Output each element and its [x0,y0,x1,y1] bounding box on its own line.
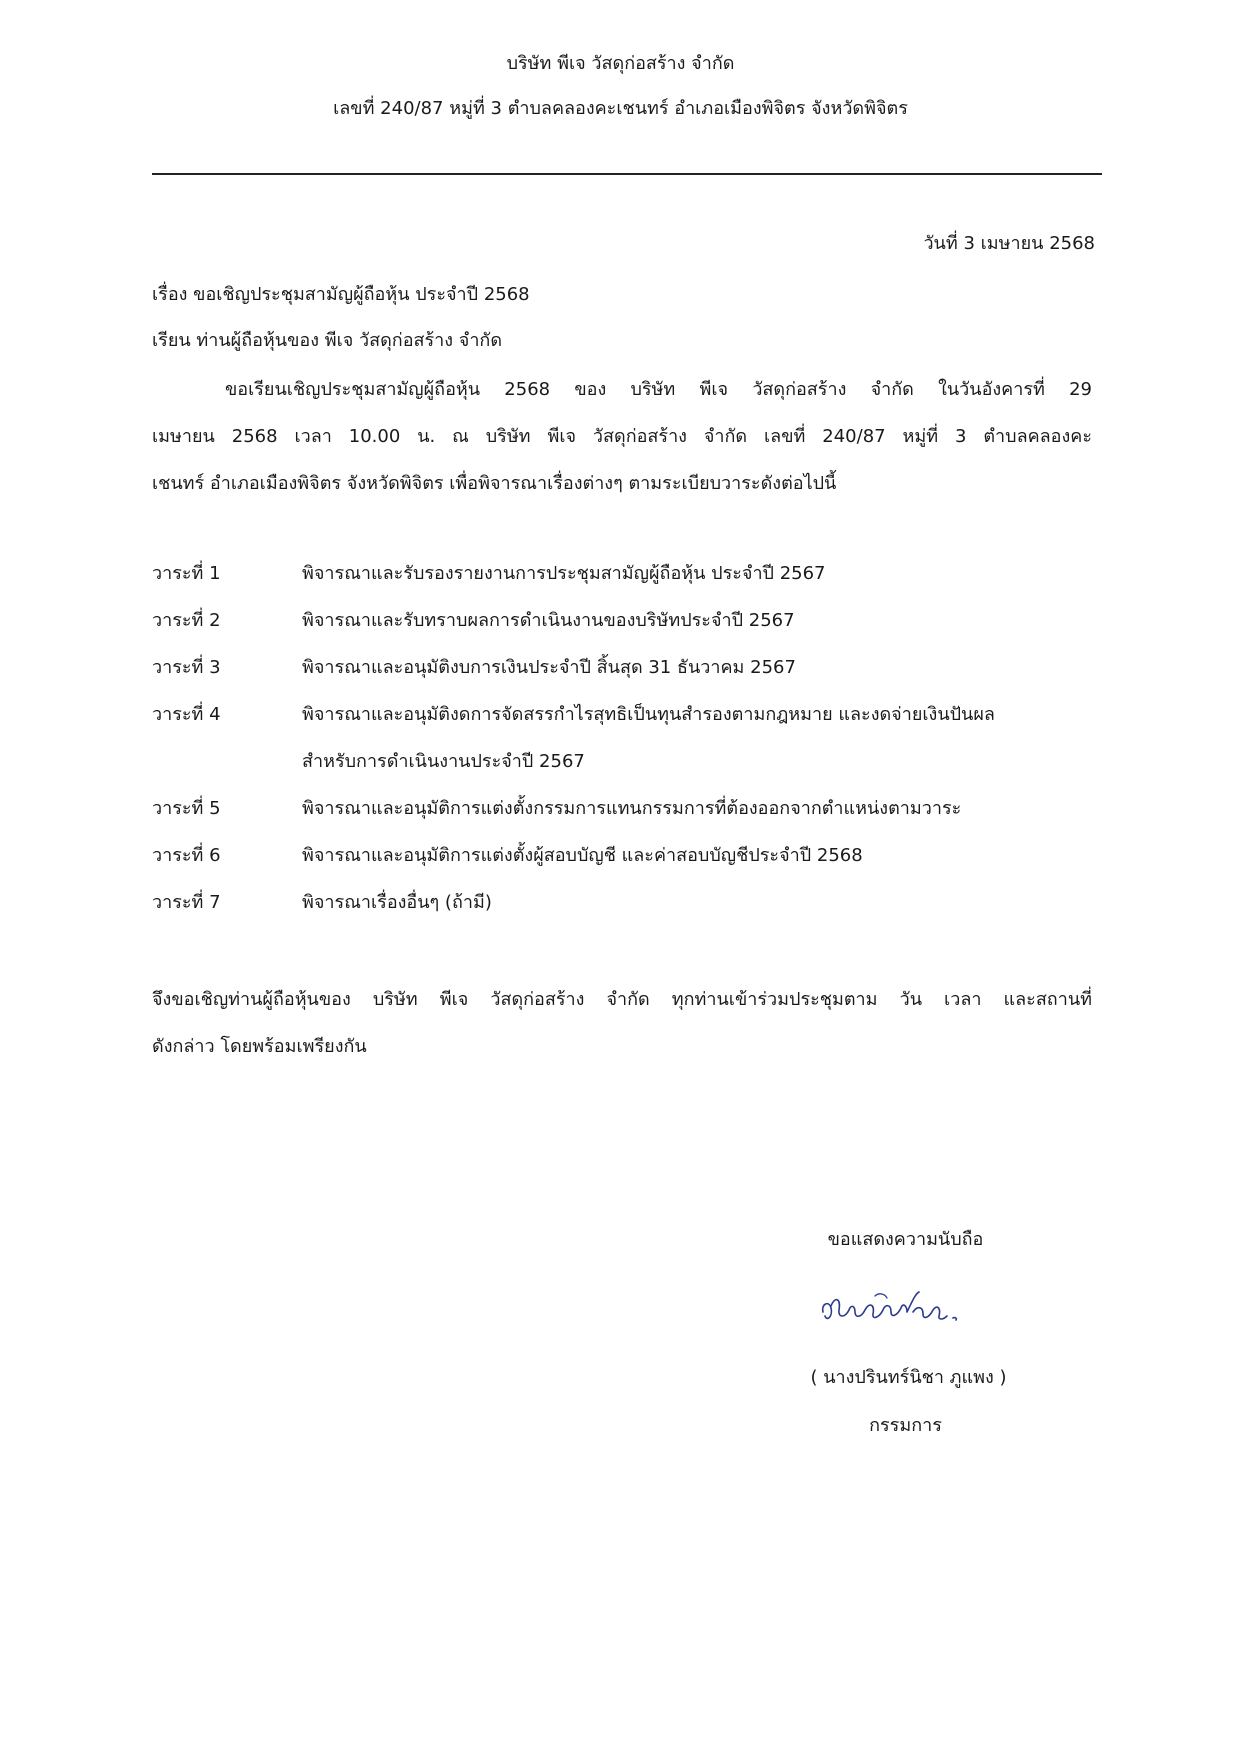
agenda-text: พิจารณาและอนุมัติงดการจัดสรรกำไรสุทธิเป็นทุนสำรองตามกฎหมาย และงดจ่ายเงินปันผล [302,704,995,725]
agenda-text: พิจารณาและรับทราบผลการดำเนินงานของบริษัทประจำปี 2567 [302,610,795,631]
agenda-label: วาระที่ 7 [152,892,221,913]
body-paragraph-line: เชนทร์ อำเภอเมืองพิจิตร จังหวัดพิจิตร เพื่อพิจารณาเรื่องต่างๆ ตามระเบียบวาระดังต่อไปนี้ [152,473,837,494]
agenda-text: พิจารณาและอนุมัติการแต่งตั้งผู้สอบบัญชี และค่าสอบบัญชีประจำปี 2568 [302,845,863,866]
body-paragraph-line: เมษายน 2568 เวลา 10.00 น. ณ บริษัท พีเจ วัสดุก่อสร้าง จำกัด เลขที่ 240/87 หมู่ที่ 3 ตำบลคลองคะ [152,426,1092,447]
agenda-text: พิจารณาเรื่องอื่นๆ (ถ้ามี) [302,892,492,913]
agenda-text: พิจารณาและรับรองรายงานการประชุมสามัญผู้ถือหุ้น ประจำปี 2567 [302,563,826,584]
agenda-text: พิจารณาและอนุมัติงบการเงินประจำปี สิ้นสุด 31 ธันวาคม 2567 [302,657,796,678]
agenda-text-continuation: สำหรับการดำเนินงานประจำปี 2567 [302,751,585,772]
agenda-label: วาระที่ 3 [152,657,221,678]
signatory-name: ( นางปรินทร์นิชา ภูแพง ) [810,1367,1007,1388]
signatory-position: กรรมการ [869,1415,942,1436]
handwritten-signature [815,1282,975,1336]
closing-paragraph-line: จึงขอเชิญท่านผู้ถือหุ้นของ บริษัท พีเจ วัสดุก่อสร้าง จำกัด ทุกท่านเข้าร่วมประชุมตาม วัน เวลา และสถานที่ [152,989,1092,1010]
agenda-label: วาระที่ 2 [152,610,221,631]
body-paragraph-line: ขอเรียนเชิญประชุมสามัญผู้ถือหุ้น 2568 ของ บริษัท พีเจ วัสดุก่อสร้าง จำกัด ในวันอังคารที่ 29 [225,379,1092,400]
company-name: บริษัท พีเจ วัสดุก่อสร้าง จำกัด [506,53,735,74]
agenda-label: วาระที่ 5 [152,798,221,819]
agenda-text: พิจารณาและอนุมัติการแต่งตั้งกรรมการแทนกรรมการที่ต้องออกจากตำแหน่งตามวาระ [302,798,962,819]
agenda-label: วาระที่ 4 [152,704,221,725]
company-address: เลขที่ 240/87 หมู่ที่ 3 ตำบลคลองคะเชนทร์ อำเภอเมืองพิจิตร จังหวัดพิจิตร [333,98,908,119]
letter-recipient: เรียน ท่านผู้ถือหุ้นของ พีเจ วัสดุก่อสร้าง จำกัด [152,330,503,351]
letter-date: วันที่ 3 เมษายน 2568 [923,233,1095,254]
closing-paragraph-line: ดังกล่าว โดยพร้อมเพรียงกัน [152,1036,367,1057]
header-divider [152,173,1102,175]
letter-subject: เรื่อง ขอเชิญประชุมสามัญผู้ถือหุ้น ประจำปี 2568 [152,284,530,305]
agenda-label: วาระที่ 1 [152,563,221,584]
agenda-label: วาระที่ 6 [152,845,221,866]
closing-regards: ขอแสดงความนับถือ [827,1229,984,1250]
